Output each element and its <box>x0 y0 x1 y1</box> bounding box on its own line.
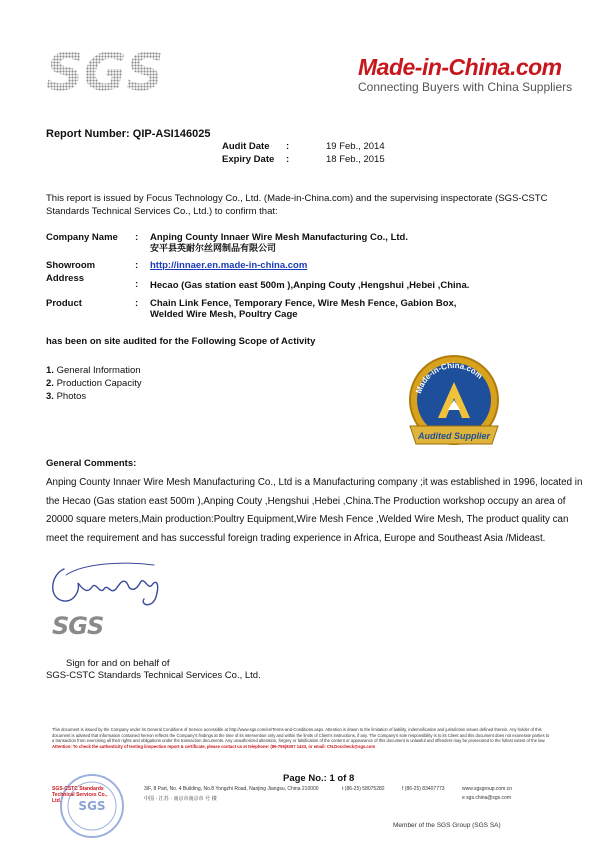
handwritten-signature <box>44 555 184 615</box>
showroom-label: Showroom <box>46 260 96 271</box>
footer-fax: f (86-25) 83407773 <box>402 786 445 792</box>
audit-date-colon: : <box>286 141 290 152</box>
scope-list <box>46 364 142 403</box>
fineprint-text: This document is issued by the Company under its General Conditions of Service accessible at http://www.sgs.com/en/Terms-and-Conditions.aspx. Attention is drawn to the limitation of liability, indemnification and jurisdiction issues defined therein. Any holder of this document is advised that information contained hereon reflects the Company's findings at the time of its intervention only and within the limits of Client's instructions, if any. The Company's sole responsibility is to its Client and this document does not exonerate parties to a transaction from exercising all their rights and obligations under the transaction documents. Any unauthorized alteration, forgery or falsification of the content or appearance of this document is unlawful and offenders may be prosecuted to the fullest extent of the law. <box>52 727 550 743</box>
stamp-text: SGS <box>78 799 106 813</box>
scope-title: has been on site audited for the Following Scope of Activity <box>46 336 316 347</box>
footer-org: SGS-CSTC Standards Technical Services Co., Ltd. <box>52 786 108 804</box>
footer-contact <box>52 786 552 810</box>
company-name-cn: 安平县英耐尔丝网制品有限公司 <box>150 244 277 254</box>
audit-date-label: Audit Date <box>222 141 270 152</box>
showroom-colon: : <box>135 260 139 271</box>
sgs-logo-graphic <box>44 40 164 103</box>
sgs-signature-mark: SGS <box>52 612 104 640</box>
audit-date-value: 19 Feb., 2014 <box>326 141 385 152</box>
signature-graphic <box>44 555 184 615</box>
footer-email: e sgs.china@sgs.com <box>462 795 511 801</box>
audited-supplier-badge <box>402 352 506 456</box>
footer-phone: t (86-25) 58075282 <box>342 786 385 792</box>
address-value: Hecao (Gas station east 500m ),Anping Couty ,Hengshui ,Hebei ,China. <box>150 280 470 291</box>
scope-item: 2. Production Capacity <box>46 378 142 389</box>
mic-logo-title: Made-in-China.com <box>358 54 562 80</box>
footer-fineprint <box>52 727 552 749</box>
sign-for-text: Sign for and on behalf of <box>66 658 170 669</box>
mic-logo-subtitle: Connecting Buyers with China Suppliers <box>358 80 573 94</box>
footer-address-en: 3/F, 8 Part, No. 4 Building, No.8 Yongzhi Road, Nanjing Jiangsu, China 210000 <box>144 786 319 792</box>
report-number: Report Number: QIP-ASI146025 <box>46 128 211 140</box>
member-text: Member of the SGS Group (SGS SA) <box>393 822 501 829</box>
audited-supplier-seal-icon <box>402 352 506 456</box>
company-name-colon: : <box>135 232 139 243</box>
expiry-date-label: Expiry Date <box>222 154 275 165</box>
general-comments-title: General Comments: <box>46 458 137 469</box>
product-line-2: Welded Wire Mesh, Poultry Cage <box>150 309 298 320</box>
product-colon: : <box>135 298 139 309</box>
scope-item: 1. General Information <box>46 365 141 376</box>
company-name-label: Company Name <box>46 232 118 243</box>
address-colon: : <box>135 279 139 290</box>
showroom-link[interactable]: http://innaer.en.made-in-china.com <box>150 260 308 271</box>
badge-top-text: Made-in-China.com <box>414 360 485 395</box>
scope-item: 3. Photos <box>46 391 87 402</box>
expiry-date-value: 18 Feb., 2015 <box>326 154 385 165</box>
address-label: Address <box>46 273 85 284</box>
general-comments-body: Anping County Innaer Wire Mesh Manufacturing Co., Ltd is a Manufacturing company ;it was established in 1996, located in the Hecao (Gas station east 500m ),Anping Couty ,Hengshui ,Hebei ,China.The Production workshop occupy an area of 20000 square meters,Main production:Poultry Equipment,Wire Mesh Fence ,Welded Wire Mesh, The product quality can meet the requirement and has successful foreign trading experience in Africa, Europe and Southeast Asia /Mideast. <box>46 477 583 544</box>
product-label: Product <box>46 298 82 309</box>
product-line-1: Chain Link Fence, Temporary Fence, Wire Mesh Fence, Gabion Box, <box>150 298 457 309</box>
sgs-logo-text: SGS <box>46 43 164 103</box>
badge-ribbon-text: Audited Supplier <box>418 431 490 441</box>
company-name-en: Anping County Innaer Wire Mesh Manufacturing Co., Ltd. <box>150 232 408 243</box>
footer-web: www.sgsgroup.com.cn <box>462 786 513 792</box>
made-in-china-logo <box>358 54 572 94</box>
sign-org-text: SGS-CSTC Standards Technical Services Co., Ltd. <box>46 670 261 681</box>
authenticity-warning: Attention: To check the authenticity of testing /inspection report & certificate, please contact us at telephone: (86-755)8307 1443, or email: CN.Doccheck@sgs.com <box>52 743 376 749</box>
intro-text: This report is issued by Focus Technology Co., Ltd. (Made-in-China.com) and the supervising inspectorate (SGS-CSTC Standards Technical Services Co., Ltd.) to confirm that: <box>46 193 548 217</box>
sgs-logo <box>44 40 164 103</box>
footer-address-cn: 中国 · 江苏 · 南京市南京市 号 楼 <box>144 796 217 802</box>
page-number: Page No.: 1 of 8 <box>283 773 355 784</box>
expiry-date-colon: : <box>286 154 290 165</box>
